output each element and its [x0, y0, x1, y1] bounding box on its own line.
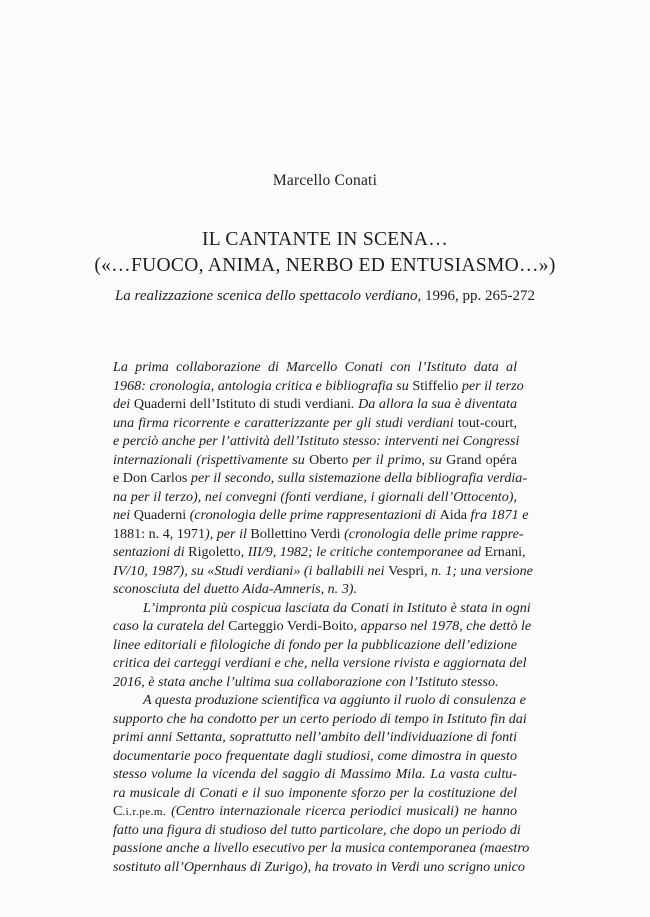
text-segment: e Don Carlos	[113, 470, 188, 487]
text-segment: 1881: n. 4, 1971	[113, 525, 206, 542]
text-segment: critica dei carteggi verdiani e che, nella versione rivista e aggiornata del	[113, 655, 527, 672]
text-line	[113, 691, 526, 710]
text-segment: , III/9, 1982; le critiche contemporanee ad	[240, 544, 485, 561]
text-segment: ,	[513, 414, 517, 431]
text-segment: Rigoletto	[188, 544, 241, 561]
text-segment: per il terzo	[458, 377, 524, 394]
text-segment: .i.r.pe.m.	[122, 806, 167, 819]
source-pages: , 1996, pp. 265-272	[417, 288, 536, 304]
chapter-title-line-1: IL CANTANTE IN SCENA…	[201, 229, 449, 250]
text-line	[113, 414, 517, 433]
source-citation	[0, 288, 650, 305]
text-line	[113, 580, 517, 599]
text-line	[113, 543, 526, 562]
text-segment: ,	[522, 544, 526, 561]
text-line	[113, 747, 517, 766]
text-segment: passione anche a livello esecutivo per la musica contemporanea (maestro	[113, 840, 530, 857]
text-line	[113, 617, 532, 636]
text-segment: Oberto	[309, 451, 349, 468]
text-segment: La prima collaborazione di Marcello Conati con l’Istituto data al	[113, 359, 517, 375]
text-line	[113, 599, 531, 618]
text-segment: ), per il	[205, 525, 251, 542]
text-line	[113, 377, 524, 396]
text-segment: Bollettino Verdi	[250, 525, 341, 542]
text-line	[113, 673, 517, 692]
text-segment: Carteggio Verdi-Boito	[228, 618, 354, 635]
text-segment: Quaderni	[133, 507, 187, 524]
text-line	[113, 728, 517, 747]
text-segment: sconosciuta del duetto Aida-Amneris, n. 3).	[113, 581, 357, 598]
text-line	[113, 488, 517, 507]
text-segment: fra 1871 e	[467, 507, 529, 524]
text-segment: (Centro internazionale ricerca periodici musicali) ne hanno	[166, 803, 517, 820]
text-segment: Aida	[439, 507, 468, 524]
text-segment: per il secondo, sulla sistemazione della bibliografia verdia-	[187, 470, 528, 487]
text-line	[113, 525, 524, 544]
text-segment: , apparso nel 1978, che dettò le	[353, 618, 532, 635]
text-segment: per il primo, su	[348, 451, 447, 468]
text-segment: e perciò anche per l’attività dell’Istituto stesso: interventi nei Congressi	[113, 433, 520, 450]
source-title: La realizzazione scenica dello spettacolo verdiano	[114, 288, 418, 304]
text-line	[113, 710, 527, 729]
text-segment: (cronologia delle prime rappresentazioni di	[186, 507, 440, 524]
text-segment: . Da allora la sua è diventata	[350, 396, 517, 413]
text-line	[113, 654, 527, 673]
body-text	[113, 358, 533, 876]
text-segment: stesso volume la vicenda del saggio di Massimo Mila. La vasta cultu-	[113, 766, 517, 783]
chapter-title-line-2: («…FUOCO, ANIMA, NERBO ED ENTUSIASMO…»)	[94, 255, 556, 276]
text-line	[113, 802, 517, 821]
text-segment: primi anni Settanta, soprattutto nell’ambito dell’individuazione di fonti	[113, 729, 517, 746]
text-line	[113, 636, 517, 655]
text-line	[113, 358, 517, 377]
text-line	[113, 506, 529, 525]
text-segment: Quaderni dell’Istituto di studi verdiani	[133, 396, 351, 413]
chapter-title	[0, 227, 650, 279]
text-segment: ra musicale di Conati e il suo imponente sforzo per la costituzione del	[113, 784, 517, 801]
text-line	[113, 451, 517, 470]
text-segment: 1968: cronologia, antologia critica e bibliografia su	[113, 377, 413, 394]
text-line	[113, 469, 528, 488]
text-segment: documentarie poco frequentate dagli studiosi, come dimostra in questo	[113, 747, 517, 764]
text-segment: L’impronta più cospicua lasciata da Conati in Istituto è stata in ogni	[143, 599, 531, 616]
text-line	[113, 821, 521, 840]
text-segment: caso la curatela del	[113, 618, 229, 635]
text-line	[113, 839, 530, 858]
text-segment: nei	[113, 507, 134, 524]
text-segment: una firma ricorrente e caratterizzante per gli studi verdiani	[113, 414, 458, 431]
text-line	[113, 395, 517, 414]
text-segment: (cronologia delle prime rappre-	[340, 525, 524, 542]
text-segment: C	[113, 803, 123, 820]
text-segment: , n. 1; una versione	[424, 562, 533, 579]
text-segment: internazionali (rispettivamente su	[113, 451, 310, 468]
text-segment: sentazioni di	[113, 544, 189, 561]
text-segment: Grand opéra	[446, 451, 517, 468]
text-line	[113, 765, 517, 784]
text-segment: linee editoriali e filologiche di fondo per la pubblicazione dell’edizione	[113, 636, 517, 653]
text-line	[113, 858, 525, 877]
text-segment: na per il terzo), nei convegni (fonti verdiane, i giornali dell’Ottocento),	[113, 488, 517, 505]
author-name: Marcello Conati	[272, 172, 378, 189]
text-segment: Stiffelio	[412, 377, 459, 394]
text-line	[113, 562, 533, 581]
text-segment: IV/10, 1987), su «Studi verdiani» (i ballabili nei	[113, 562, 389, 579]
text-segment: 2016, è stata anche l’ultima sua collaborazione con l’Istituto stesso.	[113, 673, 499, 690]
text-segment: A questa produzione scientifica va aggiunto il ruolo di consulenza e	[143, 692, 526, 709]
text-segment: sostituto all’Opernhaus di Zurigo), ha trovato in Verdi uno scrigno unico	[113, 858, 525, 875]
text-line	[113, 784, 517, 803]
text-segment: Ernani	[484, 544, 523, 561]
text-line	[113, 432, 520, 451]
text-segment: Vespri	[388, 562, 425, 579]
text-segment: dei	[113, 396, 134, 413]
text-segment: supporto che ha condotto per un certo periodo di tempo in Istituto fin dai	[113, 710, 527, 727]
text-segment: tout-court	[457, 414, 514, 431]
text-segment: fatto una figura di studioso del tutto particolare, che dopo un periodo di	[113, 821, 521, 838]
